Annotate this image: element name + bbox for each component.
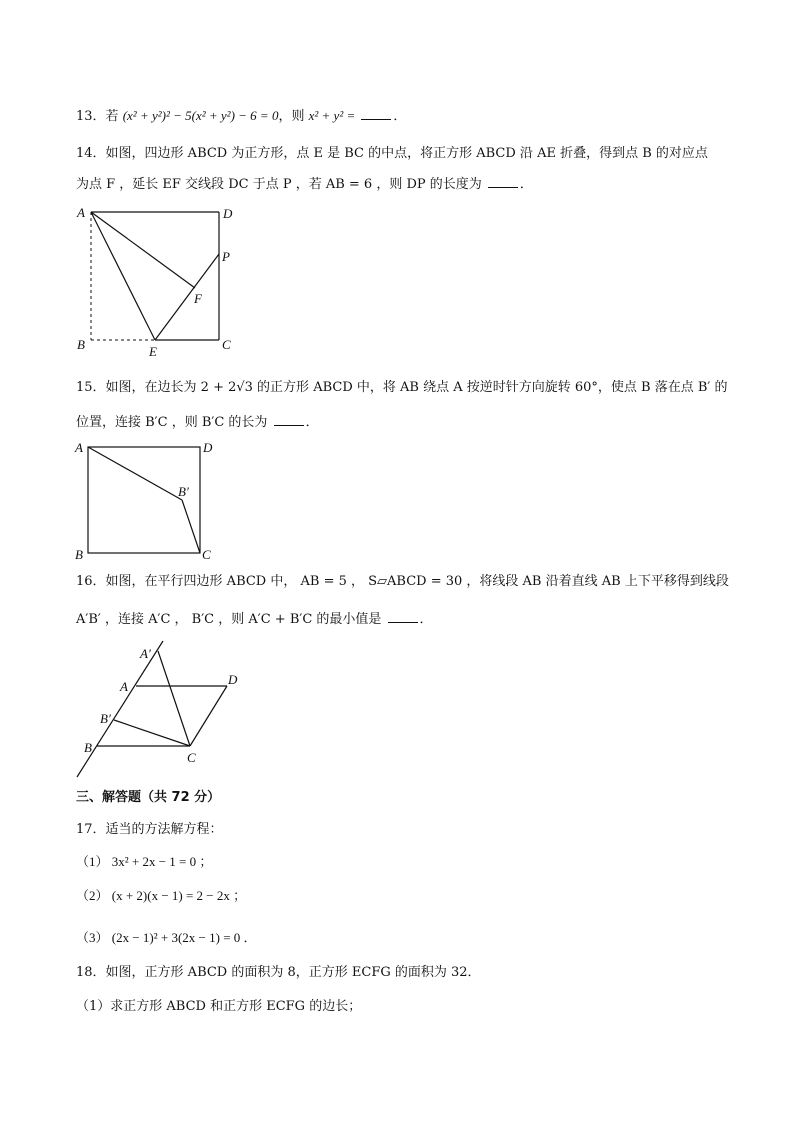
q13-equation: (x² + y²)² − 5(x² + y²) − 6 = 0 [122, 108, 279, 123]
q14-label-c: C [222, 337, 231, 352]
q16-line-ab [77, 641, 163, 777]
q16-end: ． [419, 612, 433, 627]
q16-label-b: B [84, 740, 92, 755]
q14-line2: 为点 F ，延长 EF 交线段 DC 于点 P ，若 AB = 6 ，则 DP 的长度为 [76, 177, 482, 192]
q18-sub1: （1）求正方形 ABCD 和正方形 ECFG 的边长； [76, 999, 362, 1014]
q15-label-a: A [75, 440, 83, 455]
q16-segment-b-prime-c [114, 720, 190, 746]
q14-label-b: B [77, 337, 85, 352]
q13-target: x² + y² = [308, 108, 356, 123]
q15-line1: 15．如图，在边长为 2 + 2√3 的正方形 ABCD 中，将 AB 绕点 A 按逆时针方向旋转 60°，使点 B 落在点 B′ 的 [76, 380, 728, 395]
q15-label-d: D [203, 440, 213, 455]
q15-end: ． [305, 415, 319, 430]
q15-label-b: B [75, 547, 83, 562]
q16-line1: 16．如图，在平行四边形 ABCD 中， AB = 5 ， S▱ABCD = 30 ，将线段 AB 沿着直线 AB 上下平移得到线段 [76, 574, 729, 589]
q14-end: ． [519, 177, 533, 192]
q13-prefix: 若 [105, 109, 119, 124]
q16-label-c: C [187, 750, 196, 765]
q16-label-d: D [228, 672, 238, 687]
q16-line2: A′B′ ，连接 A′C ， B′C ，则 A′C + B′C 的最小值是 [76, 612, 382, 627]
q15-label-c: C [202, 547, 211, 562]
q17-title: 17．适当的方法解方程： [76, 822, 223, 837]
q13-end: ． [393, 109, 407, 124]
q15-label-b-prime: B′ [178, 484, 189, 499]
q17-item-3: （3） (2x − 1)² + 3(2x − 1) = 0 ． [76, 930, 257, 945]
q14-label-a: A [77, 205, 85, 220]
q16-side-dc [190, 686, 227, 746]
q17-item-1: （1） 3x² + 2x − 1 = 0 ； [76, 854, 213, 869]
q14-label-d: D [223, 206, 233, 221]
section-heading: 三、解答题（共 72 分） [76, 790, 221, 805]
q16-label-b-prime: B′ [100, 711, 111, 726]
q16-label-a: A [120, 679, 128, 694]
q16-label-a-prime: A′ [140, 646, 151, 661]
q14-label-p: P [222, 249, 230, 264]
q14-label-e: E [149, 344, 157, 359]
q14-label-f: F [194, 291, 202, 306]
q14-line1: 14．如图，四边形 ABCD 为正方形，点 E 是 BC 的中点，将正方形 ABCD 沿 AE 折叠，得到点 B 的对应点 [76, 146, 708, 161]
q13-number: 13． [76, 109, 106, 124]
q13-middle: ，则 [278, 109, 305, 124]
q16-segment-a-prime-c [158, 651, 190, 746]
q18-title: 18．如图，正方形 ABCD 的面积为 8，正方形 ECFG 的面积为 32． [76, 965, 481, 980]
q15-line2: 位置，连接 B′C ，则 B′C 的长为 [76, 415, 268, 430]
q17-item-2: （2） (x + 2)(x − 1) = 2 − 2x ； [76, 888, 247, 903]
